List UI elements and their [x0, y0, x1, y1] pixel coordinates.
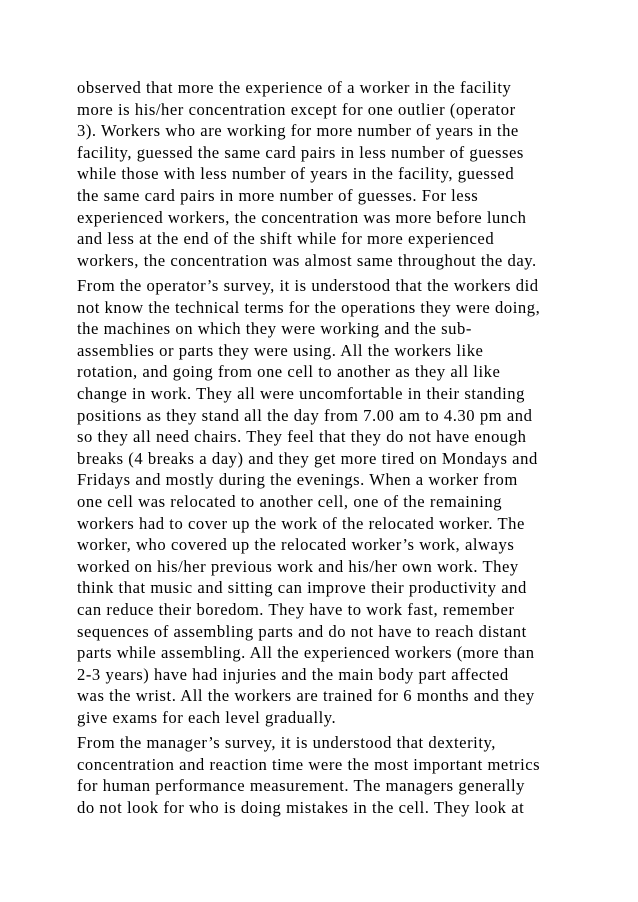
text-line: more is his/her concentration except for one outlier (operator: [77, 99, 516, 119]
text-line: think that music and sitting can improve their productivity and: [77, 578, 527, 598]
text-line: the same card pairs in more number of guesses. For less: [77, 185, 479, 205]
text-line: parts while assembling. All the experienced workers (more than: [77, 643, 535, 663]
text-line: give exams for each level gradually.: [77, 707, 337, 727]
text-line: worker, who covered up the relocated worker’s work, always: [77, 535, 515, 555]
text-line: From the operator’s survey, it is understood that the workers did: [77, 276, 539, 295]
text-line: facility, guessed the same card pairs in less number of guesses: [77, 142, 524, 162]
text-line: do not look for who is doing mistakes in the cell. They look at: [77, 797, 525, 817]
text-line: the machines on which they were working and the sub-: [77, 319, 472, 339]
text-line: rotation, and going from one cell to another as they all like: [77, 362, 501, 382]
text-line: observed that more the experience of a worker in the facility: [77, 78, 512, 97]
text-line: sequences of assembling parts and do not have to reach distant: [77, 621, 527, 641]
text-line: so they all need chairs. They feel that they do not have enough: [77, 427, 527, 447]
text-line: concentration and reaction time were the most important metrics: [77, 754, 541, 774]
text-line: was the wrist. All the workers are trained for 6 months and they: [77, 686, 535, 706]
text-line: not know the technical terms for the operations they were doing,: [77, 297, 541, 317]
paragraph-concentration-findings: [77, 77, 617, 271]
text-line: can reduce their boredom. They have to work fast, remember: [77, 599, 515, 619]
text-line: workers had to cover up the work of the relocated worker. The: [77, 513, 525, 533]
text-line: 2-3 years) have had injuries and the main body part affected: [77, 664, 509, 684]
text-line: for human performance measurement. The managers generally: [77, 776, 526, 796]
text-line: workers, the concentration was almost same throughout the day.: [77, 250, 537, 270]
paragraph-operator-survey: [77, 275, 617, 728]
text-line: Fridays and mostly during the evenings. When a worker from: [77, 470, 518, 490]
text-line: 3). Workers who are working for more number of years in the: [77, 121, 519, 141]
text-line: assemblies or parts they were using. All the workers like: [77, 340, 484, 360]
paragraph-manager-survey: [77, 732, 617, 818]
text-line: positions as they stand all the day from 7.00 am to 4.30 pm and: [77, 405, 533, 425]
text-line: while those with less number of years in the facility, guessed: [77, 164, 515, 184]
text-line: experienced workers, the concentration was more before lunch: [77, 207, 527, 227]
text-line: and less at the end of the shift while for more experienced: [77, 229, 495, 249]
text-line: From the manager’s survey, it is understood that dexterity,: [77, 733, 496, 752]
text-line: breaks (4 breaks a day) and they get more tired on Mondays and: [77, 448, 538, 468]
text-line: change in work. They all were uncomfortable in their standing: [77, 383, 525, 403]
text-line: worked on his/her previous work and his/her own work. They: [77, 556, 519, 576]
text-line: one cell was relocated to another cell, one of the remaining: [77, 491, 503, 511]
